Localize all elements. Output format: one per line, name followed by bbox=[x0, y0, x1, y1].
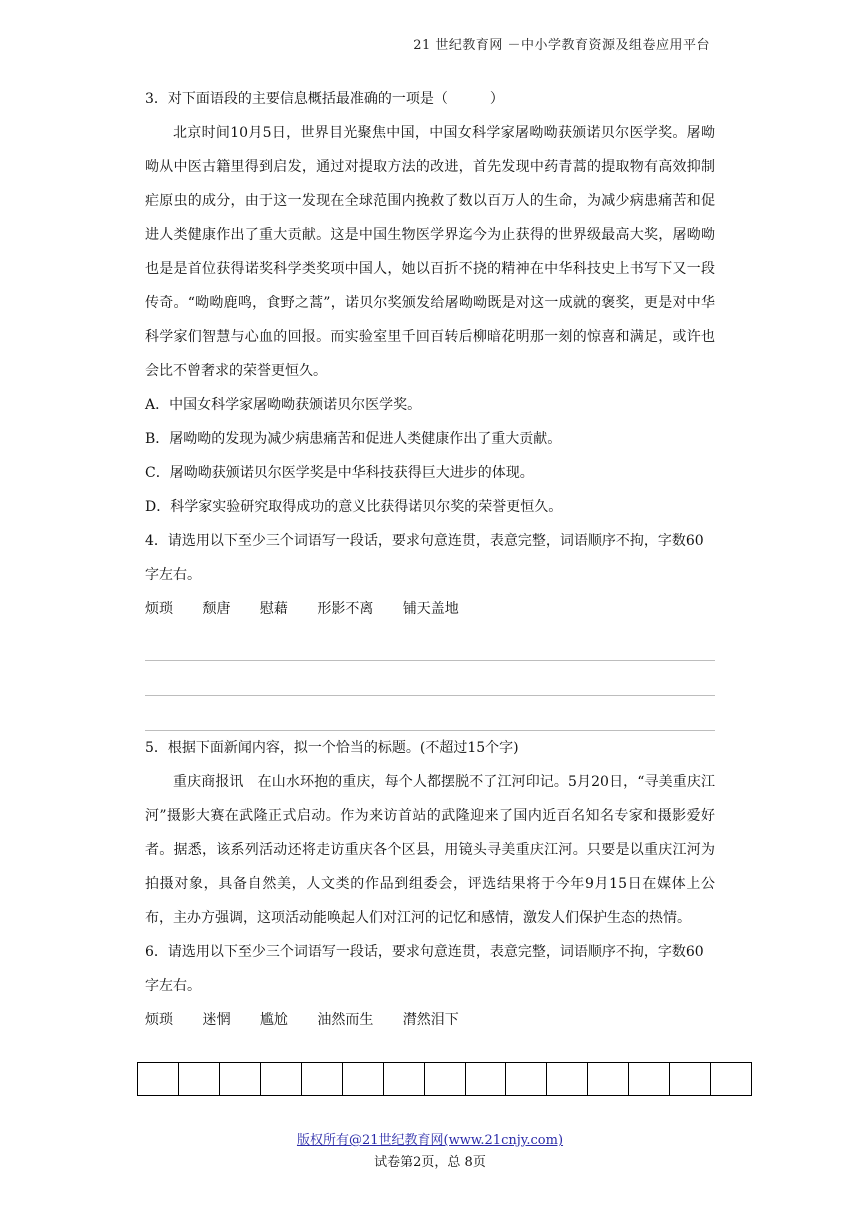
word-item: 烦琐 bbox=[145, 601, 173, 617]
page-footer bbox=[0, 1130, 860, 1174]
grid-cell bbox=[425, 1063, 466, 1095]
question-5-passage: 重庆商报讯 在山水环抱的重庆，每个人都摆脱不了江河印记。5月20日，“寻美重庆江河”摄影大赛在武隆正式启动。作为来访首站的武隆迎来了国内近百名知名专家和摄影爱好者。据悉，该系列活动还将走访重庆各个区县，用镜头寻美重庆江河。只要是以重庆江河为拍摄对象，具备自然美，人文类的作品到组委会，评选结果将于今年9月15日在媒体上公布，主办方强调，这项活动能唤起人们对江河的记忆和感情，激发人们保护生态的热情。 bbox=[145, 774, 715, 926]
option-c: C．屠呦呦获颁诺贝尔医学奖是中华科技获得巨大进步的体现。 bbox=[145, 465, 534, 481]
question-4-stem: 4．请选用以下至少三个词语写一段话，要求句意连贯，表意完整，词语顺序不拘，字数60字左右。 bbox=[145, 533, 704, 583]
grid-cell bbox=[261, 1063, 302, 1095]
answer-line bbox=[145, 696, 715, 731]
question-3-stem: 3．对下面语段的主要信息概括最准确的一项是（ ） bbox=[145, 91, 504, 107]
word-item: 潸然泪下 bbox=[402, 1012, 459, 1028]
grid-cell bbox=[711, 1063, 751, 1095]
grid-cell bbox=[588, 1063, 629, 1095]
grid-cell bbox=[138, 1063, 179, 1095]
grid-cell bbox=[343, 1063, 384, 1095]
question-6-stem: 6．请选用以下至少三个词语写一段话，要求句意连贯，表意完整，词语顺序不拘，字数60字左右。 bbox=[145, 944, 704, 994]
question-5-stem: 5．根据下面新闻内容，拟一个恰当的标题。(不超过15个字) bbox=[145, 740, 519, 756]
grid-cell bbox=[506, 1063, 547, 1095]
copyright-link[interactable]: 版权所有@21世纪教育网(www.21cnjy.com) bbox=[296, 1133, 564, 1148]
writing-grid bbox=[137, 1062, 752, 1096]
question-6-word-list bbox=[145, 1003, 715, 1037]
exam-content bbox=[145, 82, 715, 1037]
word-item: 形影不离 bbox=[317, 601, 374, 617]
grid-cell bbox=[220, 1063, 261, 1095]
question-3-passage: 北京时间10月5日，世界目光聚焦中国，中国女科学家屠呦呦获颁诺贝尔医学奖。屠呦呦从中医古籍里得到启发，通过对提取方法的改进，首先发现中药青蒿的提取物有高效抑制疟原虫的成分，由于这一发现在全球范围内挽救了数以百万人的生命，为减少病患痛苦和促进人类健康作出了重大贡献。这是中国生物医学界迄今为止获得的世界级最高大奖，屠呦呦也是是首位获得诺奖科学类奖项中国人，她以百折不挠的精神在中华科技史上书写下又一段传奇。“呦呦鹿鸣，食野之蒿”，诺贝尔奖颁发给屠呦呦既是对这一成就的褒奖，更是对中华科学家们智慧与心血的回报。而实验室里千回百转后柳暗花明那一刻的惊喜和满足，或许也会比不曾奢求的荣誉更恒久。 bbox=[145, 125, 715, 379]
word-item: 颓唐 bbox=[202, 601, 231, 617]
word-item: 尴尬 bbox=[259, 1012, 288, 1028]
word-item: 慰藉 bbox=[259, 601, 288, 617]
grid-cell bbox=[384, 1063, 425, 1095]
option-a: A．中国女科学家屠呦呦获颁诺贝尔医学奖。 bbox=[145, 397, 422, 413]
page-header: 21 世纪教育网 －中小学教育资源及组卷应用平台 bbox=[413, 38, 710, 53]
word-item: 烦琐 bbox=[145, 1012, 173, 1028]
word-item: 油然而生 bbox=[317, 1012, 374, 1028]
word-item: 铺天盖地 bbox=[402, 601, 459, 617]
grid-cell bbox=[302, 1063, 343, 1095]
option-b: B．屠呦呦的发现为减少病患痛苦和促进人类健康作出了重大贡献。 bbox=[145, 431, 562, 447]
grid-cell bbox=[547, 1063, 588, 1095]
option-d: D．科学家实验研究取得成功的意义比获得诺贝尔奖的荣誉更恒久。 bbox=[145, 499, 563, 515]
page-number: 试卷第2页，总 8页 bbox=[374, 1155, 486, 1170]
grid-cell bbox=[466, 1063, 507, 1095]
question-4-word-list bbox=[145, 592, 715, 626]
answer-line bbox=[145, 626, 715, 661]
grid-cell bbox=[670, 1063, 711, 1095]
answer-line bbox=[145, 661, 715, 696]
grid-cell bbox=[179, 1063, 220, 1095]
word-item: 迷惘 bbox=[202, 1012, 231, 1028]
grid-cell bbox=[629, 1063, 670, 1095]
